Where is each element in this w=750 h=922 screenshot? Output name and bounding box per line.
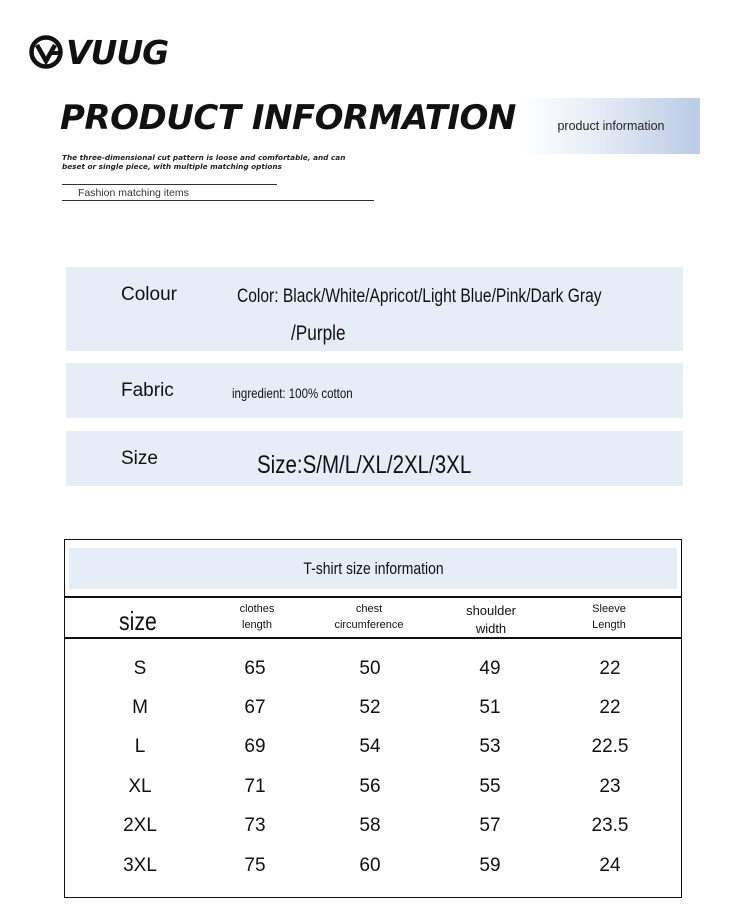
size-table (64, 539, 682, 898)
fashion-label: Fashion matching items (78, 187, 189, 199)
column-header-shoulder (451, 602, 531, 638)
attribute-label: Fabric (121, 380, 174, 401)
attribute-label: Size (121, 448, 158, 469)
table-cell: 67 (244, 697, 266, 718)
table-cell: 53 (479, 736, 501, 757)
attribute-row-fabric (66, 363, 683, 418)
table-cell: M (132, 697, 148, 718)
attribute-value: Size:S/M/L/XL/2XL/3XL (257, 451, 472, 479)
table-divider (65, 596, 681, 598)
table-cell: 65 (244, 658, 266, 679)
table-cell: 57 (479, 815, 501, 836)
attribute-label: Colour (121, 284, 177, 305)
column-header-line: clothes (239, 603, 275, 615)
table-cell: S (133, 658, 147, 679)
table-cell: L (134, 736, 146, 757)
attribute-row-size (66, 431, 683, 486)
table-cell: 23.5 (591, 815, 629, 836)
table-cell: 55 (479, 776, 501, 797)
column-header-line: chest (355, 603, 383, 615)
logo-wordmark: VUUG (66, 32, 169, 72)
table-cell: 22 (599, 697, 621, 718)
vg-monogram-icon (28, 34, 64, 70)
table-cell: 54 (359, 736, 381, 757)
column-header-line: circumference (334, 619, 404, 631)
table-cell: 69 (244, 736, 266, 757)
table-cell: 52 (359, 697, 381, 718)
table-cell: 51 (479, 697, 501, 718)
table-cell: 3XL (123, 855, 157, 876)
table-cell: 73 (244, 815, 266, 836)
table-cell: 49 (479, 658, 501, 679)
table-cell: 50 (359, 658, 381, 679)
attribute-row-colour (66, 267, 683, 351)
attribute-value-cont: /Purple (291, 322, 346, 345)
divider-line (62, 200, 374, 201)
column-header-line: Sleeve (592, 603, 626, 615)
table-cell: 23 (599, 776, 621, 797)
table-title: T-shirt size information (302, 558, 444, 578)
table-cell: 75 (244, 855, 266, 876)
column-header-size: size (119, 606, 157, 636)
column-header-sleeve (569, 601, 649, 633)
side-label: product information (557, 119, 665, 133)
table-cell: 71 (244, 776, 266, 797)
page-title: PRODUCT INFORMATION (60, 98, 516, 138)
attribute-value: Color: Black/White/Apricot/Light Blue/Pink/Dark Gray (237, 286, 602, 307)
side-label-box (522, 98, 700, 154)
column-header-chest (319, 601, 419, 633)
table-cell: 2XL (123, 815, 157, 836)
table-cell: XL (128, 776, 152, 797)
table-divider (65, 637, 681, 639)
table-cell: 24 (599, 855, 621, 876)
column-header-line: length (242, 619, 272, 631)
table-cell: 56 (359, 776, 381, 797)
table-cell: 22 (599, 658, 621, 679)
table-cell: 60 (359, 855, 381, 876)
column-header-line: shoulder (466, 603, 516, 618)
table-cell: 58 (359, 815, 381, 836)
tagline: The three-dimensional cut pattern is loose and comfortable, and can beset or single piece, with multiple matching options (62, 153, 346, 171)
table-cell: 22.5 (591, 736, 629, 757)
table-title-bar (69, 548, 677, 589)
table-cell: 59 (479, 855, 501, 876)
column-header-clothes-length (217, 601, 297, 633)
column-header-line: width (475, 621, 507, 636)
brand-logo (28, 32, 168, 72)
column-header-line: Length (592, 619, 626, 631)
attribute-value: ingredient: 100% cotton (232, 385, 353, 401)
divider-line (62, 184, 277, 185)
